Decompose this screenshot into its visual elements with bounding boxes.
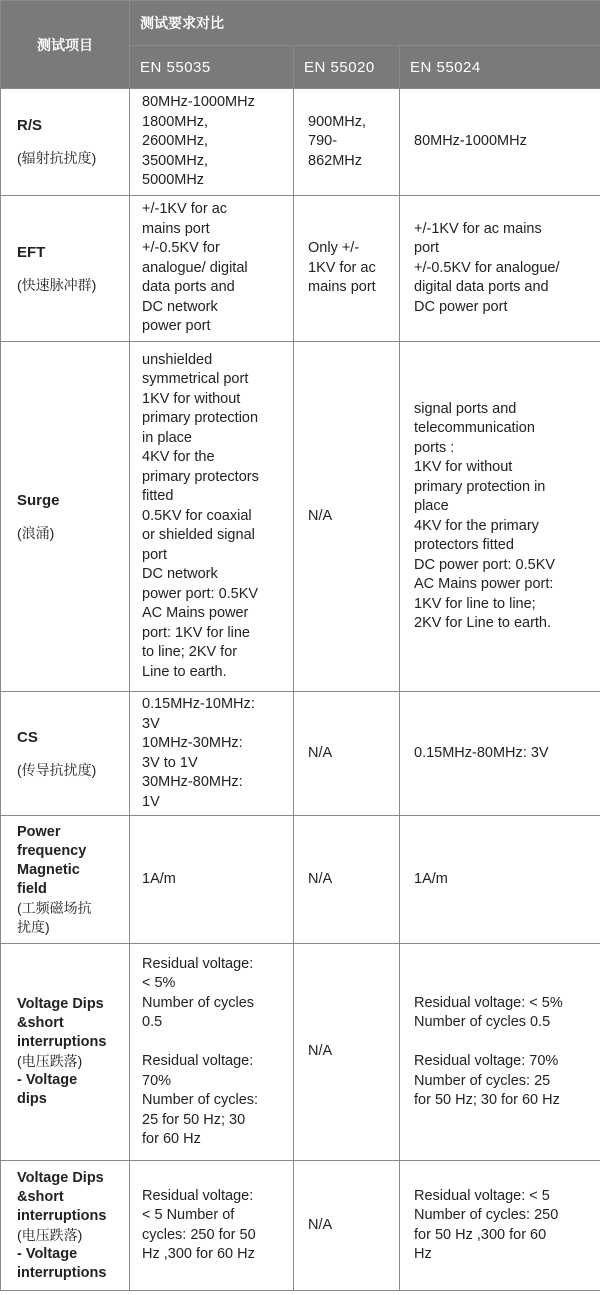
header-en55024: EN 55024	[400, 46, 600, 89]
table-row-surge	[1, 342, 600, 692]
table-row-cs	[1, 692, 600, 816]
table-row-rs	[1, 89, 600, 196]
header-test-item: 测试项目	[1, 1, 130, 89]
surge-en55035: unshielded symmetrical port 1KV for without primary protection in place 4KV for the primary protectors fitted 0.5KV for coaxial or shielded signal port DC network power port: 0.5KV AC Mains power port: 1KV for line to line; 2KV for Line to earth.	[130, 342, 294, 692]
pfmf-en55024: 1A/m	[400, 816, 600, 944]
header-requirement-comparison: 测试要求对比	[130, 1, 600, 46]
test-name: Surge	[17, 491, 60, 509]
eft-en55024: +/-1KV for ac mains port +/-0.5KV for analogue/ digital data ports and DC power port	[400, 196, 600, 342]
voltage-interruptions-en55020: N/A	[294, 1161, 400, 1291]
test-name: CS	[17, 728, 38, 746]
test-name-cn: (工频磁场抗 扰度)	[17, 899, 92, 935]
test-item-surge	[1, 342, 130, 692]
test-name: Power frequency Magnetic field	[17, 823, 87, 897]
test-name: Voltage Dips &short interruptions	[17, 996, 107, 1050]
test-name-cn: (辐射抗扰度)	[17, 150, 97, 166]
test-name: R/S	[17, 117, 43, 134]
test-name-cn: (浪涌)	[17, 524, 55, 541]
table-row-pfmf	[1, 816, 600, 944]
rs-en55020: 900MHz, 790- 862MHz	[294, 89, 400, 196]
table-row-voltage-interruptions	[1, 1161, 600, 1291]
surge-en55020: N/A	[294, 342, 400, 692]
voltage-interruptions-en55035: Residual voltage: < 5 Number of cycles: 250 for 50 Hz ,300 for 60 Hz	[130, 1161, 294, 1291]
surge-en55024: signal ports and telecommunication ports : 1KV for without primary protection in place 4KV for the primary protectors fitted DC power port: 0.5KV AC Mains power port: 1KV for line to line; 2KV for Line to earth.	[400, 342, 600, 692]
test-name-cn: (快速脉冲群)	[17, 276, 97, 293]
table-row-eft	[1, 196, 600, 342]
rs-en55024: 80MHz-1000MHz	[400, 89, 600, 196]
cs-en55020: N/A	[294, 692, 400, 816]
test-item-voltage-interruptions	[1, 1161, 130, 1291]
voltage-dips-en55035: Residual voltage: < 5% Number of cycles 0.5 Residual voltage: 70% Number of cycles: 25 for 50 Hz; 30 for 60 Hz	[130, 944, 294, 1161]
voltage-dips-en55024: Residual voltage: < 5% Number of cycles 0.5 Residual voltage: 70% Number of cycles: 25 for 50 Hz; 30 for 60 Hz	[400, 944, 600, 1161]
test-item-eft	[1, 196, 130, 342]
test-name-cn: (电压跌落)	[17, 1053, 83, 1069]
test-name-cn: (电压跌落)	[17, 1226, 83, 1243]
pfmf-en55035: 1A/m	[130, 816, 294, 944]
header-en55020: EN 55020	[294, 46, 400, 89]
test-item-cs	[1, 692, 130, 816]
rs-en55035: 80MHz-1000MHz 1800MHz, 2600MHz, 3500MHz, 5000MHz	[130, 89, 294, 196]
test-name-suffix: - Voltage dips	[17, 1072, 78, 1107]
pfmf-en55020: N/A	[294, 816, 400, 944]
test-item-voltage-dips	[1, 944, 130, 1161]
voltage-interruptions-en55024: Residual voltage: < 5 Number of cycles: 250 for 50 Hz ,300 for 60 Hz	[400, 1161, 600, 1291]
cs-en55024: 0.15MHz-80MHz: 3V	[400, 692, 600, 816]
eft-en55020: Only +/- 1KV for ac mains port	[294, 196, 400, 342]
header-row-1	[1, 1, 600, 46]
test-name: Voltage Dips &short interruptions	[17, 1169, 107, 1224]
test-name: EFT	[17, 243, 46, 261]
header-en55035: EN 55035	[130, 46, 294, 89]
eft-en55035: +/-1KV for ac mains port +/-0.5KV for analogue/ digital data ports and DC network power port	[130, 196, 294, 342]
cs-en55035: 0.15MHz-10MHz: 3V 10MHz-30MHz: 3V to 1V 30MHz-80MHz: 1V	[130, 692, 294, 816]
test-name-suffix: - Voltage interruptions	[17, 1245, 107, 1281]
table-row-voltage-dips	[1, 944, 600, 1161]
test-item-pfmf	[1, 816, 130, 944]
voltage-dips-en55020: N/A	[294, 944, 400, 1161]
test-name-cn: (传导抗扰度)	[17, 761, 97, 778]
test-item-rs	[1, 89, 130, 196]
